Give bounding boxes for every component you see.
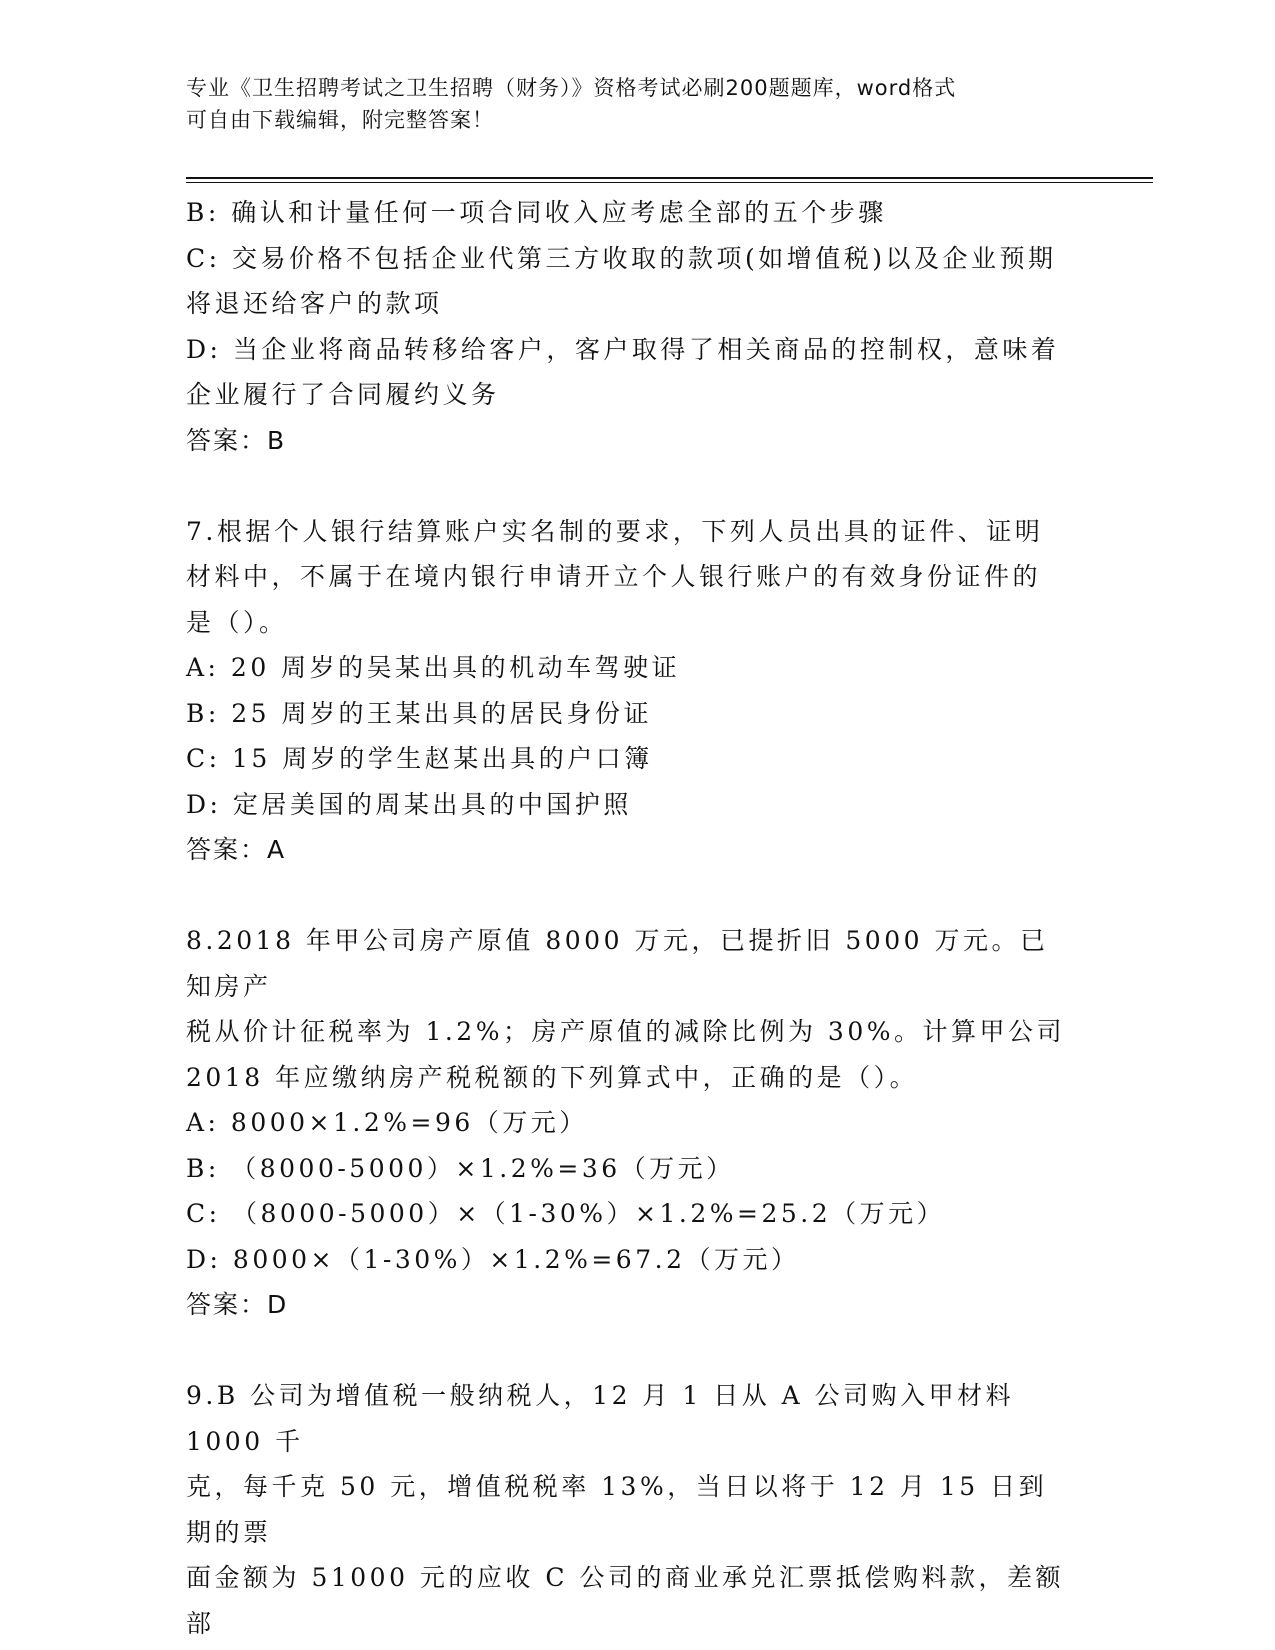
option-d: D: 定居美国的周某出具的中国护照 (186, 789, 632, 819)
header-title-line-2: 可自由下载编辑，附完整答案！ (186, 108, 494, 132)
option-c: C: 15 周岁的学生赵某出具的户口簿 (186, 744, 653, 773)
answer: 答案：A (186, 835, 287, 864)
question-stem-line-1: 9.B 公司为增值税一般纳税人，12 月 1 日从 A 公司购入甲材料 1000 千 (186, 1381, 1015, 1456)
question-stem-line-2: 材料中，不属于在境内银行申请开立个人银行账户的有效身份证件的 (186, 562, 1042, 591)
header-divider-thin (186, 182, 1153, 183)
spacer (186, 1328, 1066, 1374)
question-stem-line-3: 是（）。 (186, 607, 288, 637)
question-stem-line-3: 2018 年应缴纳房产税税额的下列算式中，正确的是（）。 (186, 1062, 919, 1092)
question-9 (186, 1373, 1066, 1646)
question-stem-line-1: 8.2018 年甲公司房产原值 8000 万元，已提折旧 5000 万元。已知房产 (186, 926, 1049, 1001)
question-6-tail (186, 190, 1066, 463)
spacer (186, 463, 1066, 509)
header-title-line-1: 专业《卫生招聘考试之卫生招聘（财务）》资格考试必刷200题题库，word格式 (186, 76, 957, 100)
answer: 答案：D (186, 1290, 289, 1319)
option-a: A: 20 周岁的吴某出具的机动车驾驶证 (186, 653, 681, 682)
document-body (186, 190, 1066, 1646)
question-stem-line-2: 税从价计征税率为 1.2%；房产原值的减除比例为 30%。计算甲公司 (186, 1017, 1065, 1046)
option-d-line-1: D: 当企业将商品转移给客户，客户取得了相关商品的控制权，意味着 (186, 334, 1060, 364)
option-c: C: （8000-5000）×（1-30%）×1.2%=25.2（万元） (186, 1199, 946, 1228)
spacer (186, 873, 1066, 919)
option-d-line-2: 企业履行了合同履约义务 (186, 380, 500, 409)
header-divider-thick (186, 177, 1153, 179)
option-b: B: 确认和计量任何一项合同收入应考虑全部的五个步骤 (186, 198, 887, 227)
question-7 (186, 509, 1066, 873)
option-b: B: 25 周岁的王某出具的居民身份证 (186, 698, 653, 728)
option-c-line-1: C: 交易价格不包括企业代第三方收取的款项(如增值税)以及企业预期 (186, 243, 1057, 273)
question-stem-line-1: 7.根据个人银行结算账户实名制的要求，下列人员出具的证件、证明 (186, 516, 1044, 546)
option-b: B: （8000-5000）×1.2%=36（万元） (186, 1153, 735, 1183)
option-d: D: 8000×（1-30%）×1.2%=67.2（万元） (186, 1244, 800, 1274)
answer: 答案：B (186, 425, 287, 455)
option-a: A: 8000×1.2%=96（万元） (186, 1108, 588, 1137)
question-stem-line-3: 面金额为 51000 元的应收 C 公司的商业承兑汇票抵偿购料款，差额部 (186, 1563, 1064, 1638)
question-8 (186, 918, 1066, 1328)
question-stem-line-2: 克，每千克 50 元，增值税税率 13%，当日以将于 12 月 15 日到期的票 (186, 1472, 1048, 1547)
document-header (186, 72, 1086, 136)
option-c-line-2: 将退还给客户的款项 (186, 289, 443, 318)
